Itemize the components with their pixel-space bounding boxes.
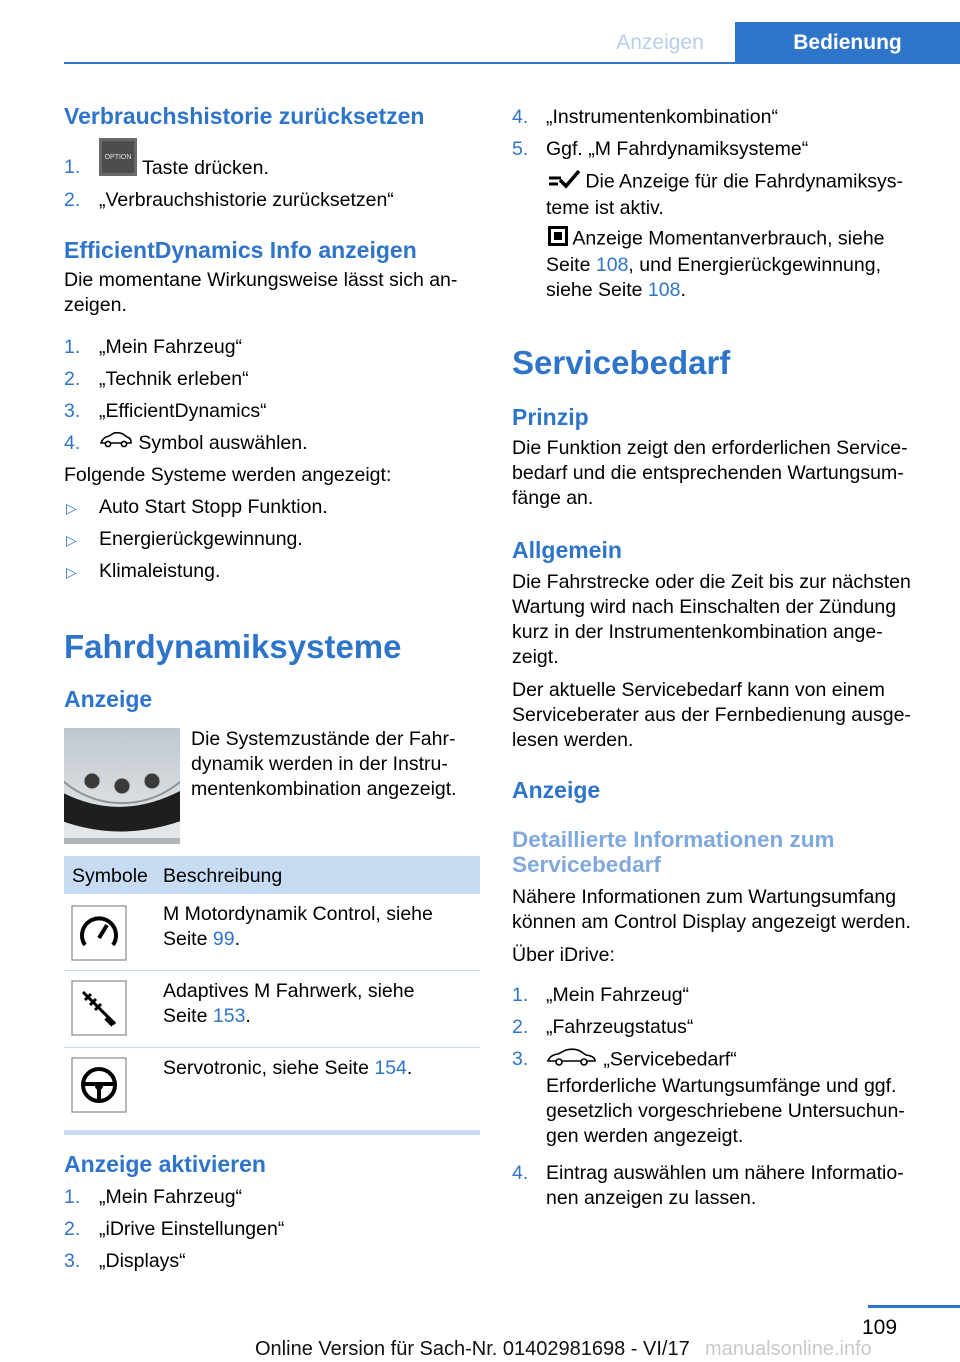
online-version-note: Online Version für Sach-Nr. 01402981698 - VI/17	[255, 1338, 690, 1360]
paragraph: Die Funktion zeigt den erforderlichen Service‐ bedarf und die entsprechenden Wartungsum‐ fänge an.	[512, 437, 908, 509]
list-item: „Verbrauchshistorie zurücksetzen“	[99, 189, 394, 211]
list-item: OPTION Taste drücken.	[99, 138, 269, 182]
paragraph: Die Systemzustände der Fahr‐ dynamik werden in der Instru‐ mentenkombination angezeigt.	[191, 728, 457, 800]
paragraph: Die momentane Wirkungsweise lässt sich an‐ zeigen.	[64, 269, 458, 316]
tab-anzeigen[interactable]: Anzeigen	[616, 31, 704, 54]
list-number: 3.	[64, 1250, 81, 1272]
footer-rule	[868, 1305, 960, 1308]
table-row: Adaptives M Fahrwerk, siehe Seite 153.	[64, 971, 480, 1048]
paragraph: Anzeige Momentanverbrauch, siehe Seite 108, und Energierückgewinnung, siehe Seite 108.	[546, 227, 885, 301]
list-item: „Servicebedarf“ Erforderliche Wartungsumfänge und ggf. gesetzlich vorgeschriebene Untersuchun‐ gen werden angezeigt.	[546, 1048, 905, 1147]
list-item: „Displays“	[99, 1250, 186, 1272]
bullet-icon: ▷	[66, 532, 77, 548]
list-item: „Technik erleben“	[99, 368, 249, 390]
subsection-title: Anzeige	[512, 777, 601, 803]
page-number: 109	[862, 1316, 898, 1339]
bullet-icon: ▷	[66, 500, 77, 516]
column-header: Symbole	[72, 865, 148, 887]
list-number: 3.	[64, 400, 81, 422]
list-item: „Mein Fahrzeug“	[99, 336, 243, 358]
motor-dynamic-icon	[71, 905, 127, 966]
list-item: „Mein Fahrzeug“	[99, 1186, 243, 1208]
list-number: 2.	[64, 368, 81, 390]
list-item: Ggf. „M Fahrdynamiksysteme“	[546, 138, 809, 160]
list-number: 4.	[512, 1162, 529, 1184]
paragraph: Die Fahrstrecke oder die Zeit bis zur nächsten Wartung wird nach Einschalten der Zündung kurz in der Instrumentenkombination ange‐ zeigt.	[512, 571, 911, 668]
list-item: Auto Start Stopp Funktion.	[99, 496, 328, 518]
subsection-title: Allgemein	[512, 537, 622, 563]
list-number: 4.	[512, 106, 529, 128]
svg-text:OPTION: OPTION	[104, 154, 132, 161]
section-title-efficientdynamics: EfficientDynamics Info anzeigen	[64, 237, 417, 263]
list-number: 1.	[64, 336, 81, 358]
table-row: Servotronic, siehe Seite 154.	[64, 1048, 480, 1130]
column-header: Beschreibung	[163, 865, 283, 887]
car-service-icon	[546, 1047, 598, 1074]
page-link[interactable]: 154	[374, 1057, 407, 1079]
list-number: 2.	[64, 1218, 81, 1240]
list-number: 3.	[512, 1048, 529, 1070]
car-icon	[99, 431, 133, 456]
paragraph: Der aktuelle Servicebedarf kann von einem Serviceberater aus der Fernbedienung ausge‐ lesen werden.	[512, 679, 911, 751]
subsection-title: Prinzip	[512, 404, 589, 430]
list-number: 2.	[64, 189, 81, 211]
list-number: 1.	[64, 1186, 81, 1208]
bullet-icon: ▷	[66, 564, 77, 580]
page-link[interactable]: 153	[212, 1005, 246, 1027]
page-link[interactable]: 99	[212, 928, 235, 950]
page-link[interactable]: 108	[595, 254, 629, 276]
table-row: M Motordynamik Control, siehe Seite 99.	[64, 894, 480, 971]
tab-bedienung[interactable]: Bedienung	[735, 22, 960, 62]
page-link[interactable]: 108	[647, 279, 681, 301]
subsection-title: Anzeige	[64, 686, 153, 712]
page-header	[0, 0, 960, 64]
chapter-title-fahrdynamik: Fahrdynamiksysteme	[64, 628, 402, 665]
paragraph: Folgende Systeme werden angezeigt:	[64, 464, 392, 486]
symbols-table	[64, 856, 480, 1135]
header-divider	[64, 62, 960, 64]
paragraph: Die Anzeige für die Fahrdynamiksys‐ teme ist aktiv.	[546, 170, 903, 219]
option-button-icon	[99, 138, 137, 183]
watermark: manualsonline.info	[705, 1338, 872, 1360]
list-item: Symbol auswählen.	[99, 431, 308, 456]
list-item: „iDrive Einstellungen“	[99, 1218, 285, 1240]
steering-wheel-icon	[71, 1057, 127, 1118]
instrument-cluster-image	[64, 728, 180, 844]
list-item: „Mein Fahrzeug“	[546, 984, 690, 1006]
list-item: „EfficientDynamics“	[99, 400, 267, 422]
square-icon	[548, 226, 568, 253]
paragraph: Nähere Informationen zum Wartungsumfang können am Control Display angezeigt werden.	[512, 886, 911, 933]
suspension-icon	[71, 980, 127, 1041]
table-bottom-rule	[64, 1130, 480, 1135]
section-title-activate: Anzeige aktivieren	[64, 1151, 266, 1177]
subsection-title-detail: Detaillierte Informationen zum Servicebedarf	[512, 827, 835, 877]
list-number: 2.	[512, 1016, 529, 1038]
list-item: Eintrag auswählen um nähere Informatio‐ nen anzeigen zu lassen.	[546, 1162, 904, 1209]
checkmark-icon	[548, 169, 580, 196]
chapter-title-servicebedarf: Servicebedarf	[512, 344, 731, 381]
table-header	[64, 856, 480, 894]
list-number: 5.	[512, 138, 529, 160]
list-item: Klimaleistung.	[99, 560, 221, 582]
list-number: 1.	[64, 156, 81, 178]
list-item: „Fahrzeugstatus“	[546, 1016, 694, 1038]
paragraph: Über iDrive:	[512, 944, 615, 966]
section-title-reset-history: Verbrauchshistorie zurücksetzen	[64, 103, 425, 129]
list-number: 4.	[64, 432, 81, 454]
list-item: „Instrumentenkombination“	[546, 106, 778, 128]
list-number: 1.	[512, 984, 529, 1006]
list-item: Energierückgewinnung.	[99, 528, 303, 550]
